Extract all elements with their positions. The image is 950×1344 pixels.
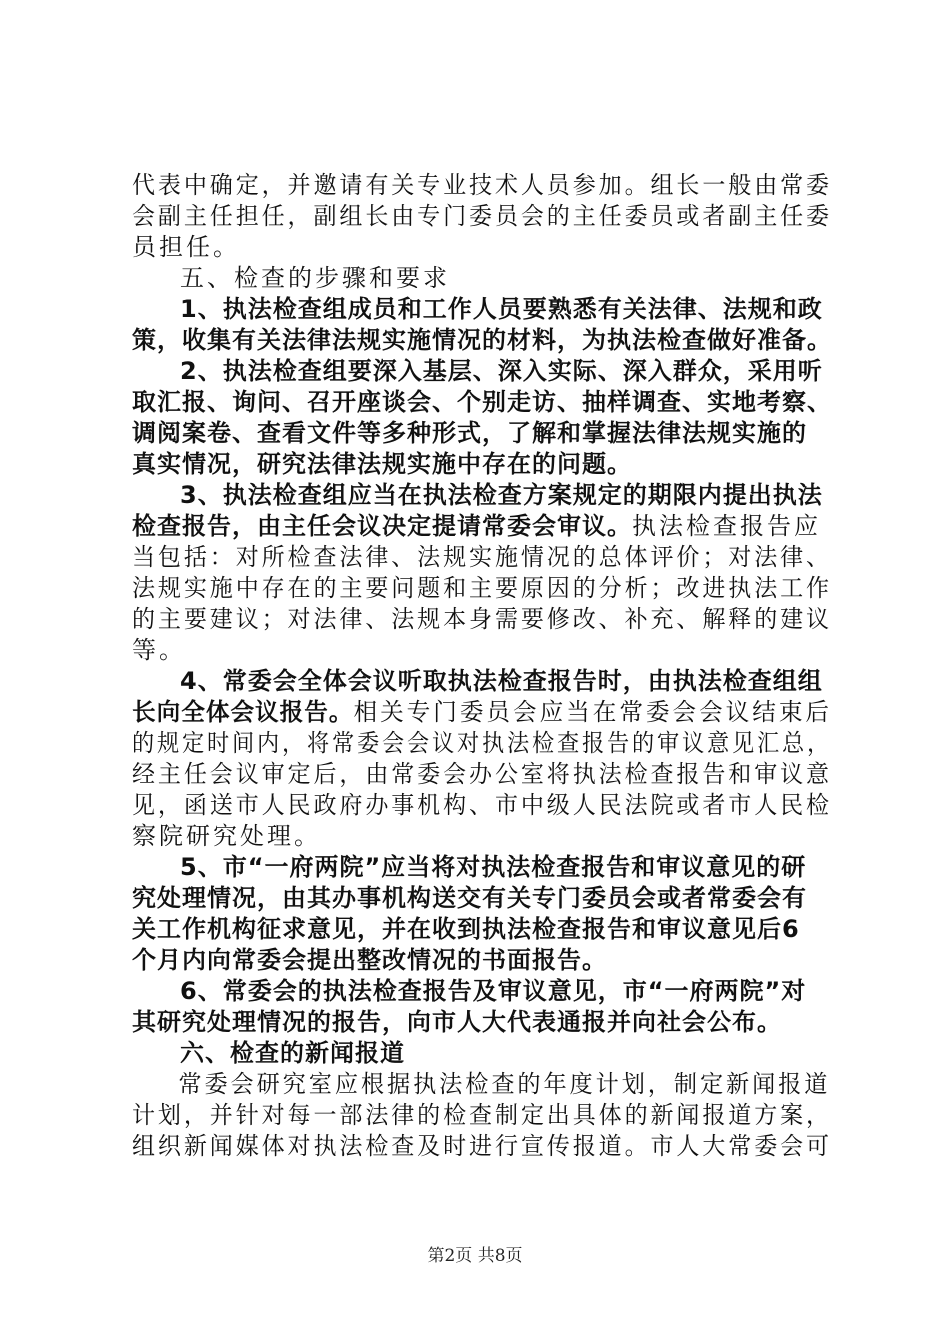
text-line [132,883,832,914]
text-line-content: 察院研究处理。 [132,822,321,850]
text-line [132,449,832,480]
text-line-content: 其研究处理情况的报告，向市人大代表通报并向社会公布。 [132,1008,782,1036]
text-line-content: 法规实施中存在的主要问题和主要原因的分析；改进执法工作 [132,574,832,602]
text-line [132,387,832,418]
text-line-content: 个月内向常委会提出整改情况的书面报告。 [132,946,607,974]
text-line [132,604,832,635]
text-line [132,325,832,356]
text-line-content: 4、常委会全体会议听取执法检查报告时，由执法检查组组 [180,667,823,695]
text-line [132,697,832,728]
document-body [132,170,832,1162]
text-line-content: 取汇报、询问、召开座谈会、个别走访、抽样调查、实地考察、 [132,388,832,416]
text-line-content: 5、市“一府两院”应当将对执法检查报告和审议意见的研 [180,853,807,881]
text-line-content: 3、执法检查组应当在执法检查方案规定的期限内提出执法 [180,481,823,509]
text-line-content: 策，收集有关法律法规实施情况的材料，为执法检查做好准备。 [132,326,832,354]
text-line [132,480,832,511]
text-line [132,232,832,263]
text-line-content: 计划，并针对每一部法律的检查制定出具体的新闻报道方案， [132,1101,832,1129]
text-line [132,573,832,604]
text-line-content: 等。 [132,636,186,664]
text-line-content: 见，函送市人民政府办事机构、市中级人民法院或者市人民检 [132,791,832,819]
text-line-bold-part: 长向全体会议报告。 [132,698,354,726]
text-line [132,356,832,387]
text-line-content: 五、检查的步骤和要求 [180,264,450,292]
text-line-content: 调阅案卷、查看文件等多种形式，了解和掌握法律法规实施的 [132,419,807,447]
text-line [132,976,832,1007]
text-line [132,418,832,449]
text-line-content: 6、常委会的执法检查报告及审议意见，市“一府两院”对 [180,977,807,1005]
text-line [132,759,832,790]
text-line-content: 2、执法检查组要深入基层、深入实际、深入群众，采用听 [180,357,823,385]
text-line-content: 的规定时间内，将常委会会议对执法检查报告的审议意见汇总， [132,729,832,757]
text-line [132,666,832,697]
text-line [132,1069,831,1100]
text-line [132,263,832,294]
text-line [132,1100,832,1131]
text-line [132,914,832,945]
text-line-content: 常委会研究室应根据执法检查的年度计划，制定新闻报道 [178,1070,831,1098]
text-line-content: 关工作机构征求意见，并在收到执法检查报告和审议意见后6 [132,915,800,943]
text-line [132,821,832,852]
text-line [132,1038,832,1069]
text-line [132,1007,832,1038]
text-line [132,542,832,573]
text-line-content: 组织新闻媒体对执法检查及时进行宣传报道。市人大常委会可 [132,1132,832,1160]
text-line-content: 究处理情况，由其办事机构送交有关专门委员会或者常委会有 [132,884,807,912]
text-line-content: 会副主任担任，副组长由专门委员会的主任委员或者副主任委 [132,202,832,230]
text-line [132,511,832,542]
text-line [132,294,832,325]
page-footer: 第2页 共8页 [427,1246,523,1266]
text-line [132,201,832,232]
text-line-content: 代表中确定，并邀请有关专业技术人员参加。组长一般由常委 [132,171,832,199]
text-line [132,945,832,976]
text-line [132,728,832,759]
text-line-content: 当包括：对所检查法律、法规实施情况的总体评价；对法律、 [132,543,832,571]
text-line-content: 真实情况，研究法律法规实施中存在的问题。 [132,450,632,478]
text-line [132,790,832,821]
text-line-content: 的主要建议；对法律、法规本身需要修改、补充、解释的建议 [132,605,832,633]
text-line-bold-part: 检查报告，由主任会议决定提请常委会审议。 [132,512,632,540]
text-line [132,1131,832,1162]
text-line-content: 1、执法检查组成员和工作人员要熟悉有关法律、法规和政 [180,295,823,323]
text-line-content: 员担任。 [132,233,240,261]
text-line-content: 六、检查的新闻报道 [180,1039,405,1067]
text-line [132,852,832,883]
text-line [132,635,832,666]
text-line-regular-part: 执法检查报告应 [632,512,821,540]
text-line-regular-part: 相关专门委员会应当在常委会会议结束后 [353,698,832,726]
text-line-content: 经主任会议审定后，由常委会办公室将执法检查报告和审议意 [132,760,832,788]
text-line [132,170,832,201]
